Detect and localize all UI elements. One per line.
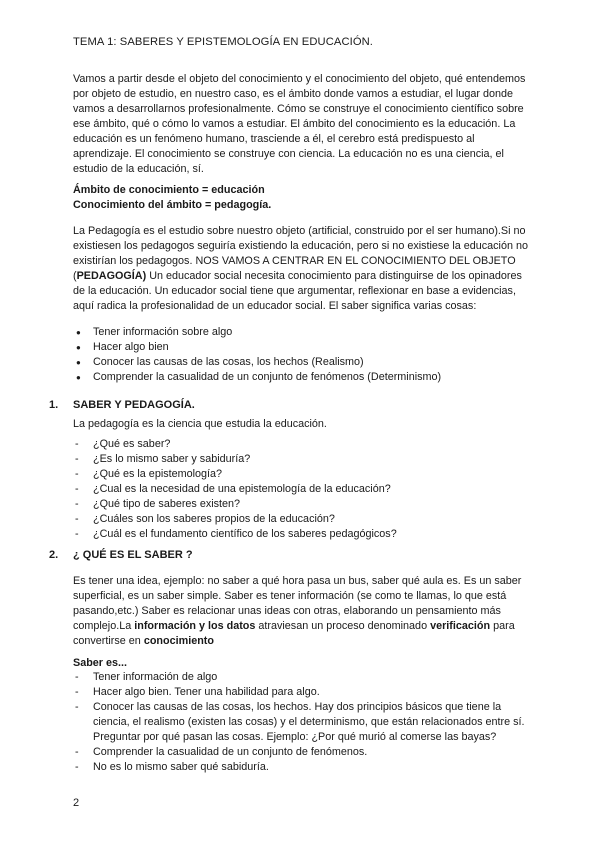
definition-1: Ámbito de conocimiento = educación (73, 184, 265, 196)
pedagogy-text (73, 224, 533, 314)
section-2-text (73, 574, 533, 649)
list-item: - ¿Es lo mismo saber y sabiduría? (73, 452, 533, 467)
page-title: TEMA 1: SABERES Y EPISTEMOLOGÍA EN EDUCACIÓN. (73, 36, 374, 48)
s2-text-e: para convertirse en (73, 620, 515, 647)
list-item: - ¿Qué es saber? (73, 437, 533, 452)
list-item: ● Conocer las causas de las cosas, los hechos (Realismo) (73, 355, 441, 370)
list-item: - ¿Cual es la necesidad de una epistemología de la educación? (73, 482, 533, 497)
saber-bullet-list (73, 325, 441, 385)
pedagogy-paragraph (73, 224, 533, 314)
section-2-paragraph (73, 574, 533, 649)
s2-bold-verification: verificación (430, 620, 491, 632)
s2-bold-info: información y los datos (134, 620, 256, 632)
s2-bold-knowledge: conocimiento (143, 635, 214, 647)
saber-es-list (73, 670, 533, 775)
list-item: ● Comprender la casualidad de un conjunto de fenómenos (Determinismo) (73, 370, 441, 385)
list-item: ● Tener información sobre algo (73, 325, 441, 340)
list-item: - No es lo mismo saber qué sabiduría. (73, 760, 533, 775)
questions-list (73, 437, 533, 542)
pedagogy-text-c: Un educador social necesita conocimiento para distinguirse de los opinadores de la educación. Un educador social tiene que argumentar, reflexionar en base a evidencias, aquí radica la profesionalidad de un educador social. El saber significa varias cosas: (73, 270, 522, 312)
intro-text: Vamos a partir desde el objeto del conocimiento y el conocimiento del objeto, qué entendemos por objeto de estudio, en nuestro caso, es el ámbito donde vamos a estudiar, el lugar donde vamos a desarrollarnos profesionalmente. Cómo se construye el conocimiento científico sobre ese ámbito, qué o cómo lo vamos a estudiar. El ámbito del conocimiento es la educación. La educación es un fenómeno humano, trasciende a él, el cerebro está predispuesto al aprendizaje. El conocimiento se construye con ciencia. La educación no es una ciencia, el estudio de la educación, sí. (73, 73, 526, 175)
list-item: - ¿Qué es la epistemología? (73, 467, 533, 482)
list-item: - ¿Cuál es el fundamento científico de los saberes pedagógicos? (73, 527, 533, 542)
list-item: - Tener información de algo (73, 670, 533, 685)
section-1-title: SABER Y PEDAGOGÍA. (73, 399, 195, 411)
section-2-heading (49, 549, 193, 561)
list-item: ● Hacer algo bien (73, 340, 441, 355)
page-number: 2 (73, 797, 80, 809)
pedagogy-bold: PEDAGOGÍA) (76, 270, 147, 282)
intro-paragraph (73, 72, 533, 177)
definition-2: Conocimiento del ámbito = pedagogía. (73, 199, 272, 211)
list-item: - ¿Cuáles son los saberes propios de la educación? (73, 512, 533, 527)
section-1-heading (49, 399, 195, 411)
section-2-title: ¿ QUÉ ES EL SABER ? (73, 549, 193, 561)
section-1-number: 1. (49, 399, 59, 411)
list-item: - Comprender la casualidad de un conjunto de fenómenos. (73, 745, 533, 760)
section-2-number: 2. (49, 549, 59, 561)
pedagogy-text-a: La Pedagogía es el estudio sobre nuestro objeto (artificial, construido por el ser humano).Si no existiesen los pedagogos seguiría existiendo la educación, pero si no existiese la educación no existirían los pedagogos. NOS VAMOS A CENTRAR EN EL CONOCIMIENTO DEL OBJETO ( (73, 225, 528, 282)
definitions (73, 183, 533, 213)
list-item: - Conocer las causas de las cosas, los hechos. Hay dos principios básicos que tiene la ciencia, el realismo (existen las cosas) y el determinismo, que están relacionados entre sí. Preguntar por qué pasan las cosas. Ejemplo: ¿Por qué murió al comerse las bayas? (73, 700, 533, 745)
s2-text-c: atraviesan un proceso denominado (255, 620, 431, 632)
section-1-text: La pedagogía es la ciencia que estudia la educación. (73, 418, 327, 430)
s2-text-a: Es tener una idea, ejemplo: no saber a qué hora pasa un bus, saber qué aula es. Es un saber superficial, es un saber simple. Saber es tener información (se como te llamas, lo que está pasando,etc.) Saber es relacionar unas ideas con otras, elaborando un pensamiento más complejo.La (73, 575, 522, 632)
list-item: - Hacer algo bien. Tener una habilidad para algo. (73, 685, 533, 700)
list-item: - ¿Qué tipo de saberes existen? (73, 497, 533, 512)
saber-es-heading: Saber es... (73, 657, 128, 669)
